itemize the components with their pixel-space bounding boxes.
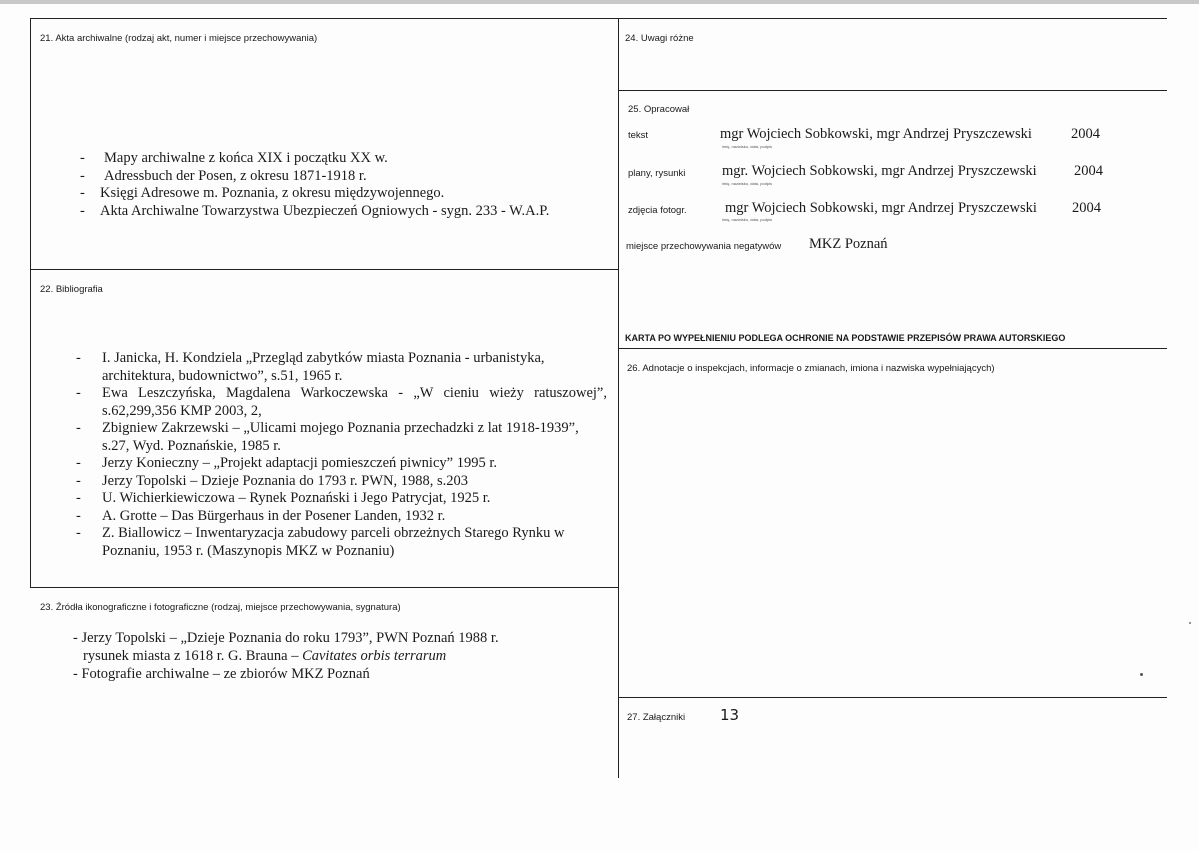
plans-row-label-text: plany, rysunki <box>628 168 686 179</box>
list-item: - I. Janicka, H. Kondziela „Przegląd zabytków miasta Poznania - urbanistyka, architektura, budownictwo”, s.51, 1965 r. <box>76 350 545 384</box>
left-border <box>30 18 31 588</box>
section-21-list <box>80 150 549 220</box>
section-24-heading: 24. Uwagi różne <box>625 33 694 44</box>
list-item: - Jerzy Konieczny – „Projekt adaptacji pomieszczeń piwnicy” 1995 r. <box>76 455 497 471</box>
list-item: - Akta Archiwalne Towarzystwa Ubezpieczeń Ogniowych - sygn. 233 - W.A.P. <box>80 202 550 219</box>
photos-row-year-text: 2004 <box>1072 200 1101 216</box>
bibliography-item-text: U. Wichierkiewiczowa – Rynek Poznański i Jego Patrycjat, 1925 r. <box>102 490 491 506</box>
plans-row-value-text: mgr. Wojciech Sobkowski, mgr Andrzej Pryszczewski <box>722 163 1037 179</box>
list-item: - Ewa Leszczyńska, Magdalena Warkoczewska - „W cieniu wieży ratuszowej”, s.62,299,356 KMP 2003, 2, <box>76 385 607 419</box>
iconographic-source-line-2 <box>83 648 446 666</box>
bibliography-item-text: Jerzy Topolski – Dzieje Poznania do 1793 r. PWN, 1988, s.203 <box>102 472 469 489</box>
author-row-label-text: tekst <box>628 130 649 141</box>
bibliography-item-text: Ewa Leszczyńska, Magdalena Warkoczewska - „W cieniu wieży ratuszowej”, s.62,299,356 KMP 2003, 2, <box>102 385 607 419</box>
bibliography-item-text: I. Janicka, H. Kondziela „Przegląd zabytków miasta Poznania - urbanistyka, architektura, budownictwo”, s.51, 1965 r. <box>102 350 545 384</box>
section-23-heading: 23. Źródła ikonograficzne i fotograficzne (rodzaj, miejsce przechowywania, sygnatura) <box>40 602 401 613</box>
photos-row-caption-text: imię, nazwisko, data, podpis <box>722 217 773 222</box>
archive-item-text: Adressbuch der Posen, z okresu 1871-1918 r. <box>104 167 367 184</box>
section-26-heading: 26. Adnotacje o inspekcjach, informacje o zmianach, imiona i nazwiska wypełniających) <box>627 363 995 374</box>
list-item: - Adressbuch der Posen, z okresu 1871-1918 r. <box>80 167 367 184</box>
section-25-heading: 25. Opracował <box>628 104 690 115</box>
author-row-value-text: mgr Wojciech Sobkowski, mgr Andrzej Pryszczewski <box>720 126 1032 142</box>
list-item: - Zbigniew Zakrzewski – „Ulicami mojego Poznania przechadzki z lat 1918-1939”, s.27, Wyd. Poznańskie, 1985 r. <box>76 420 579 454</box>
archive-item-text: Akta Archiwalne Towarzystwa Ubezpieczeń Ogniowych - sygn. 233 - W.A.P. <box>100 202 550 219</box>
scan-speck <box>1140 673 1143 676</box>
scan-speck <box>1189 622 1191 624</box>
source-line-2-text: rysunek miasta z 1618 r. G. Brauna – <box>83 648 303 664</box>
divider-24-25 <box>619 90 1167 91</box>
list-item: - Księgi Adresowe m. Poznania, z okresu międzywojennego. <box>80 185 445 201</box>
author-row-caption-text: imię, nazwisko, data, podpis <box>722 144 773 149</box>
archive-item-text: Mapy archiwalne z końca XIX i początku XX w. <box>104 150 388 166</box>
iconographic-source-line-1: - Jerzy Topolski – „Dzieje Poznania do roku 1793”, PWN Poznań 1988 r. <box>73 630 499 646</box>
column-divider <box>618 18 619 778</box>
scan-top-edge <box>0 0 1199 4</box>
divider-22-23 <box>30 587 618 588</box>
author-row-year-text: 2004 <box>1071 126 1100 142</box>
attachments-count-handwritten: 13 <box>720 706 740 724</box>
section-21-heading: 21. Akta archiwalne (rodzaj akt, numer i miejsce przechowywania) <box>40 33 318 44</box>
bibliography-item-text: Zbigniew Zakrzewski – „Ulicami mojego Poznania przechadzki z lat 1918-1939”, s.27, Wyd. Poznańskie, 1985 r. <box>102 420 579 454</box>
bibliography-item-text: A. Grotte – Das Bürgerhaus in der Posener Landen, 1932 r. <box>102 507 446 524</box>
divider-copyright <box>619 348 1167 349</box>
plans-row-year-text: 2004 <box>1074 163 1103 179</box>
iconographic-source-line-3: - Fotografie archiwalne – ze zbiorów MKZ Poznań <box>73 666 370 682</box>
top-border <box>30 18 1167 19</box>
list-item: - Z. Biallowicz – Inwentaryzacja zabudowy parceli obrzeżnych Starego Rynku w Poznaniu, 1953 r. (Maszynopis MKZ w Poznaniu) <box>76 525 565 559</box>
photos-row-label-text: zdjęcia fotogr. <box>628 205 687 216</box>
list-item: - Jerzy Topolski – Dzieje Poznania do 1793 r. PWN, 1988, s.203 <box>76 472 469 489</box>
divider-21-22 <box>30 269 618 270</box>
list-item: - A. Grotte – Das Bürgerhaus in der Posener Landen, 1932 r. <box>76 507 446 524</box>
negatives-value: MKZ Poznań <box>809 236 888 252</box>
bibliography-list <box>72 350 607 560</box>
list-item: - U. Wichierkiewiczowa – Rynek Poznański i Jego Patrycjat, 1925 r. <box>76 490 491 506</box>
photos-row-value-text: mgr Wojciech Sobkowski, mgr Andrzej Pryszczewski <box>725 200 1037 216</box>
section-27-heading: 27. Załączniki <box>627 712 686 723</box>
archive-item-text: Księgi Adresowe m. Poznania, z okresu międzywojennego. <box>100 185 445 201</box>
bibliography-item-text: Z. Biallowicz – Inwentaryzacja zabudowy parceli obrzeżnych Starego Rynku w Poznaniu, 1953 r. (Maszynopis MKZ w Poznaniu) <box>102 525 565 559</box>
copyright-notice: KARTA PO WYPEŁNIENIU PODLEGA OCHRONIE NA PODSTAWIE PRZEPISÓW PRAWA AUTORSKIEGO <box>625 333 1066 343</box>
plans-row-caption-text: imię, nazwisko, data, podpis <box>722 181 773 186</box>
divider-26-27 <box>619 697 1167 698</box>
section-22-heading: 22. Bibliografia <box>40 284 103 295</box>
source-line-2-italic: Cavitates orbis terrarum <box>302 648 447 664</box>
negatives-label: miejsce przechowywania negatywów <box>626 241 782 252</box>
bibliography-item-text: Jerzy Konieczny – „Projekt adaptacji pomieszczeń piwnicy” 1995 r. <box>102 455 497 471</box>
list-item: - Mapy archiwalne z końca XIX i początku XX w. <box>80 150 388 166</box>
